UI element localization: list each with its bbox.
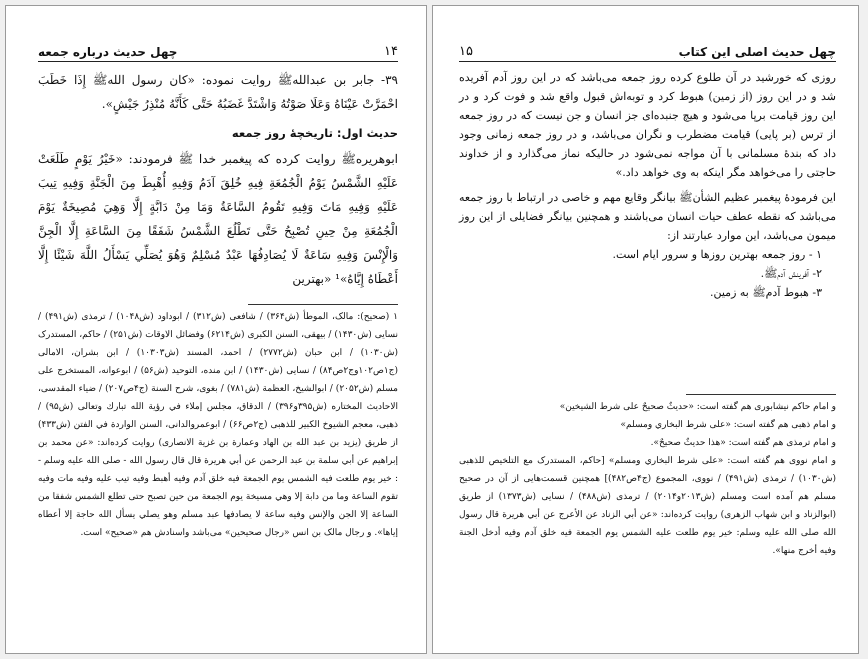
list-item: ۱ - روز جمعه بهترین روزها و سرور ایام است. bbox=[612, 248, 822, 261]
header-title: چهل حدیث اصلی این کتاب bbox=[678, 45, 836, 59]
footnote-line: و امام ذهبی هم گفته است: «على شرط البخاري ومسلم» bbox=[620, 420, 836, 430]
footnote-separator bbox=[686, 394, 836, 395]
page-14 bbox=[5, 5, 427, 654]
section-heading: حدیث اول: تاریخچهٔ روز جمعه bbox=[231, 126, 398, 140]
footnote-line: و امام حاکم نیشابوری هم گفته است: «حديثٌ صحيحٌ على شرط الشيخين» bbox=[559, 402, 836, 412]
footnote-line: و امام نووی هم گفته است: «على شرط البخاري ومسلم» [حاکم، المستدرک مع التلخیص للذهبی (ش۱۰۳۰) / ترمذی (ش۴۹۱) / نووی، المجموع (ج۴ص۴۸۲)] همچنین قسمت‌هایی از آن در صحیح مسلم هم آمده است ومسلم (ش۲۰۱۳و۲۰۱۴) / ترمذی (ش۴۸۸) / نسایی (ش۱۳۷۳) از طریق (ابوالزناد و ابن شهاب الزهری) روایت کرده‌اند: «عن أبي الزناد عن الأعرج عن أبي هريرة قال رسول الله صلی الله علیه وسلم: خير يوم طلعت عليه الشمس يوم الجمعة فيه خلق آدم وفيه أدخل الجنة وفيه أخرج منها». bbox=[459, 456, 836, 556]
list-item: ۳- هبوط آدم‌ﷺ به زمین. bbox=[709, 286, 822, 299]
page-body bbox=[38, 68, 398, 291]
paragraph: روزی که خورشید در آن طلوع کرده روز جمعه می‌باشد که در این روز آدم آفریده شد و در این روز (از زمین) هبوط کرد و توبه‌اش قبول واقع شد و فوت کرد و در این روز قیامت برپا می‌شود و هیچ جنبده‌ای جز انسان و جن نیست که در روز جمعه از ترس (بر پایی) قیامت مضطرب و نگران می‌باشد، و در روز جمعه زمانی وجود داد که بندهٔ مسلمانی با آن مواجه نمی‌شود در حالیکه نماز می‌گذارد و از خداوند حاجتی را می‌خواهد مگر اینکه به وی خواهد داد.» bbox=[459, 71, 836, 179]
list-item: ۲- آفرینش آدم‌ﷺ. bbox=[760, 267, 822, 280]
page-15 bbox=[432, 5, 859, 654]
footnotes bbox=[459, 398, 836, 560]
page-number: ۱۴ bbox=[384, 44, 398, 59]
footnote-separator bbox=[248, 304, 398, 305]
header-title: چهل حدیث درباره جمعه bbox=[38, 45, 178, 59]
hadith-39: ۳۹- جابر بن عبدالله‌ﷺ روایت نموده: «کان رسول الله‌ﷺ إِذَا خَطَبَ احْمَرَّتْ عَيْنَاهُ وَعَلَا صَوْتُهُ وَاشْتَدَّ غَضَبُهُ حَتَّى كَأَنَّهُ مُنْذِرُ جَيْشٍ». bbox=[38, 73, 398, 111]
page-number: ۱۵ bbox=[459, 44, 473, 59]
page-header bbox=[459, 37, 836, 62]
hadith-text: ابوهریرهﷺ روایت کرده که پیغمبر خدا ﷺ فرمودند: «خَيْرُ يَوْمٍ طَلَعَتْ عَلَيْهِ الشَّمْسُ يَوْمُ الْجُمُعَةِ فِيهِ خُلِقَ آدَمُ وَفِيهِ أُهْبِطَ مِنَ الْجَنَّةِ وَفِيهِ تِيبَ عَلَيْهِ وَفِيهِ مَاتَ وَفِيهِ تَقُومُ السَّاعَةُ وَمَا مِنْ دَابَّةٍ إِلَّا وَهِيَ مُصِيخَةٌ يَوْمَ الْجُمُعَةِ مِنْ حِينِ تُصْبِحُ حَتَّى تَطْلُعَ الشَّمْسُ شَفَقًا مِنَ السَّاعَةِ إِلَّا الْجِنَّ وَالْإِنْسَ وَفِيهِ سَاعَةٌ لَا يُصَادِفُهَا عَبْدٌ مُسْلِمٌ وَهُوَ يُصَلِّي يَسْأَلُ اللَّهَ شَيْئًا إِلَّا أَعْطَاهُ إِيَّاهُ»¹ «بهترین bbox=[38, 152, 398, 286]
footnotes bbox=[38, 308, 398, 542]
page-header bbox=[38, 37, 398, 62]
page-body bbox=[459, 68, 836, 302]
footnote-line: ۱ (صحیح): مالک، الموطأ (ش۳۶۴) / شافعی (ش۳۱۲) / ابوداود (ش۱۰۴۸) / ترمذی (ش۴۹۱) / نسایی (ش۱۴۳۰) / بیهقی، السنن الکبری (ش۶۲۱۴) وفضائل الاوقات (ش۲۵۱) / حاکم، المستدرک (ش۱۰۳۰) / ابن حبان (ش۲۷۷۲) / احمد، المسند (ش۱۰۳۰۳) / ابن بشران، الامالی (ج۱ص۱۰۲وج۲ص۸۴) / نسایی (ش۱۴۳۰) / ابن منده، التوحید (ش۵۶) / ابوعوانه، المستخرج علی مسلم (ش۲۰۵۲) / ابوالشیخ، العظمة (ش۷۸۱) / بغوی، شرح السنة (ج۴ص۲۰۷) / ضیاء المقدسی، الاحادیث المختاره (ش۳۹۵و۳۹۶) / الدقاق، مجلس إملاء في رؤية الله تبارك وتعالى (ش۹۵) / ذهبی، معجم الشیوخ الکبیر للذهبی (ج۲ص۶۶) / ابوعمروالدانی، السنن الواردة في الفتن (ش۴۳۳) از طریق (یزید بن عبد الله بن الهاد وعمارة بن غزیة الانصاری) روایت کرده‌اند: «عن محمد بن إبراهيم عن أبي سلمة بن عبد الرحمن عن أبي هريرة قال قال رسول الله - صلی الله علیه وسلم - : خير يوم طلعت فيه الشمس يوم الجمعة فيه خلق آدم وفيه أهبط وفيه تيب عليه وفيه مات وفيه تقوم الساعة وما من دابة إلا وهي مسيخة يوم الجمعة من حين تصبح حتى تطلع الشمس شفقا من الساعة إلا الجن والإنس وفيه ساعة لا يصادفها عبد مسلم وهو يصلي يسأل الله حاجة إلا أعطاه إياها». و رجال مالک بن انس «رجال صحیحین» می‌باشد واسنادش هم «صحیح» است. bbox=[38, 312, 399, 538]
footnote-line: و امام ترمذی هم گفته است: «هذا حديثٌ صحيحٌ». bbox=[650, 438, 836, 448]
paragraph: این فرمودهٔ پیغمبر عظیم الشأنﷺ بیانگر وقایع مهم و خاصی در ارتباط با روز جمعه می‌باشد که نقطه عطف حیات انسان می‌باشند و همچنین بیانگر فضایلی از این روز میمون می‌باشد، این موارد عبارتند از: bbox=[459, 191, 836, 242]
